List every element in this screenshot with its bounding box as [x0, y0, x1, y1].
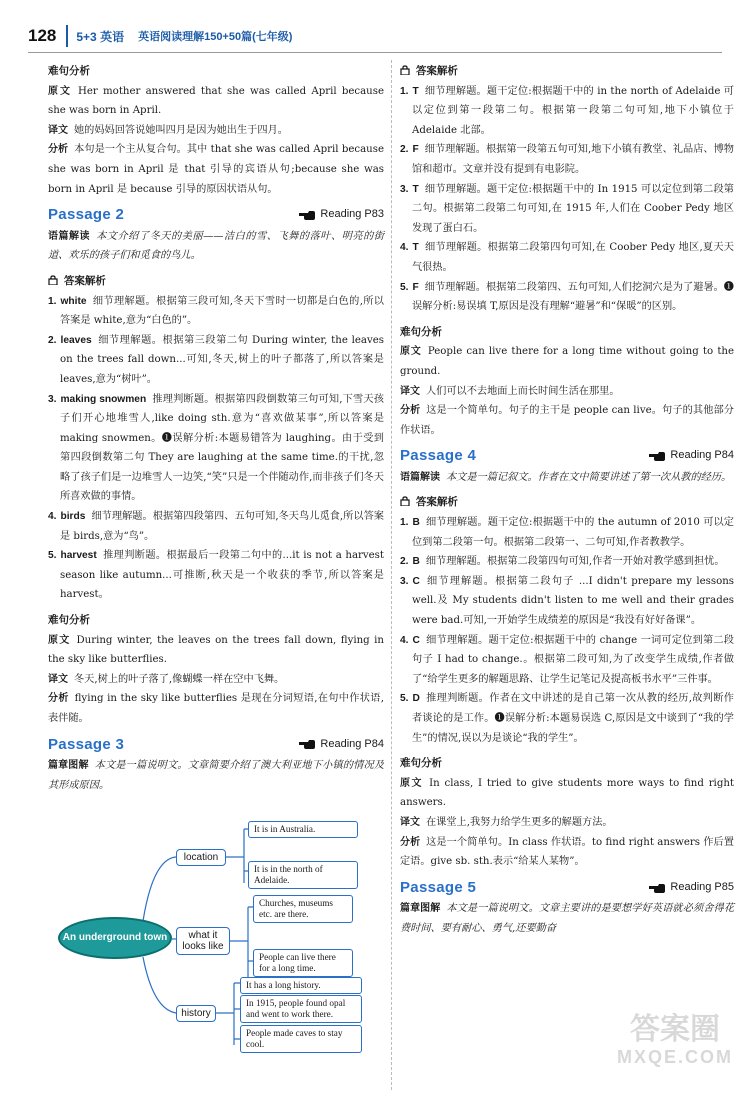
translation-text: 她的妈妈回答说她叫四月是因为她出生于四月。	[74, 124, 288, 136]
answer-item: 4. T 细节理解题。根据第二段第四句可知,在 Coober Pedy 地区,夏天天气很热。	[400, 242, 734, 273]
answer-item: 2. B 细节理解题。根据第二段第四句可知,作者一开始对教学感到担忧。	[400, 556, 725, 568]
answer-item: 2. F 细节理解题。根据第一段第五句可知,地下小镇有教堂、礼品店、博物馆和超市。文章并没有提到有电影院。	[400, 144, 734, 175]
lock-icon	[400, 496, 410, 506]
passage-3-answers	[400, 82, 734, 317]
original-sentence: 原文 People can live there for a long time without going to the ground.	[400, 346, 735, 377]
mind-map	[48, 799, 384, 1050]
watermark-line-1: 答案圈	[630, 1013, 720, 1046]
mind-map-leaf: It is in the north of Adelaide.	[248, 861, 358, 889]
page-number: 128	[28, 26, 57, 45]
analysis-text: 本句是一个主从复合句。其中 that she was called April because she was born in April 是 that 引导的宾语从句;because she was born in April 是 because 引导的原因状语从句。	[48, 144, 385, 195]
original-sentence	[48, 82, 384, 121]
passage-2-reading-ref	[299, 205, 384, 225]
passage-4-intro: 语篇解读 本文是一篇记叙文。作者在文中简要讲述了第一次从教的经历。	[400, 471, 732, 483]
translation: 译文 人们可以不去地面上而长时间生活在那里。	[400, 385, 620, 397]
analysis: 分析 flying in the sky like butterflies 是现在分词短语,在句中作状语,表伴随。	[48, 693, 385, 724]
intro-label: 语篇解读	[48, 230, 91, 242]
mind-map-center: An underground town	[58, 917, 172, 959]
site-watermark	[610, 1013, 740, 1093]
hard-sentence-title: 难句分析	[48, 614, 90, 627]
mind-map-branch-what: what it looks like	[176, 927, 230, 955]
passage-4-answers	[400, 513, 734, 748]
passage-2-answers	[48, 292, 384, 606]
answer-item: 1. white 细节理解题。根据第三段可知,冬天下雪时一切都是白色的,所以答案是 white,意为“白色的”。	[48, 295, 384, 327]
pointing-hand-icon	[649, 451, 665, 461]
passage-5-title: Passage 5	[400, 878, 477, 896]
passage-5-header	[400, 878, 734, 898]
answer-item: 4. C 细节理解题。题干定位:根据题干中的 change 一词可定位到第二段句子 I had to change.。根据第二段可知,为了改变学生成绩,作者做了“给学生更多的解题思路、让学生记笔记及提高板书水平”三件事。	[400, 634, 734, 685]
passage-3-header	[48, 735, 384, 755]
pointing-hand-icon	[649, 883, 665, 893]
pointing-hand-icon	[299, 210, 315, 220]
hard-sentence-title: 难句分析	[48, 65, 90, 77]
passage-3-title: Passage 3	[48, 735, 125, 753]
answers-title: 答案解析	[400, 493, 734, 513]
intro-text: 本文介绍了冬天的美丽——洁白的雪、飞舞的落叶、明亮的街道、欢乐的孩子们和觅食的鸟儿。	[48, 230, 384, 262]
answer-item: 3. making snowmen 推理判断题。根据第四段倒数第三句可知,下雪天孩子们开心地堆雪人,like doing sth.意为“喜欢做某事”,所以答案是 making snowmen。❶误解分析:本题易错答为 laughing。由于受到第四段倒数第二句 They are laughing at the same time.的干扰,忽略了孩子们是一边堆雪人一边笑,“笑”只是一个伴随动作,而非孩子们冬天所喜欢做的事情。	[48, 393, 384, 503]
translation	[48, 121, 384, 141]
page-header	[28, 22, 722, 50]
brand-label: 5+3 英语	[76, 29, 125, 44]
original-sentence: 原文 During winter, the leaves on the trees fall down, flying in the sky like butterflies.	[48, 634, 384, 666]
passage-3-intro: 篇章图解 本文是一篇说明文。文章简要介绍了澳大利亚地下小镇的情况及其形成原因。	[48, 760, 385, 791]
hard-sentence-title: 难句分析	[400, 325, 442, 338]
answer-item: 4. birds 细节理解题。根据第四段第四、五句可知,冬天鸟儿觅食,所以答案是 birds,意为“鸟”。	[48, 511, 384, 542]
left-column	[48, 60, 385, 1050]
mind-map-leaf: It is in Australia.	[248, 821, 358, 838]
answers-title: 答案解析	[48, 272, 384, 292]
answer-item: 3. T 细节理解题。题干定位:根据题干中的 In 1915 可以定位到第二段第二句。根据第二段第二句可知,在 1915 年,人们在 Coober Pedy 地区发现了蛋白石。	[400, 183, 734, 234]
passage-4-reading-ref: Reading P84	[649, 446, 734, 466]
mind-map-leaf: It has a long history.	[240, 977, 362, 994]
answer-item: 5. D 推理判断题。作者在文中讲述的是自己第一次从教的经历,故判断作者谈论的是工作。❶误解分析:本题易误选 C,原因是文中谈到了“我的学生”的情况,误以为是谈论“我的学生”。	[400, 693, 734, 744]
hard-sentence-title: 难句分析	[400, 757, 442, 770]
passage-4-title: Passage 4	[400, 447, 477, 465]
translation: 译文 冬天,树上的叶子落了,像蝴蝶一样在空中飞舞。	[48, 673, 285, 685]
mind-map-leaf: People can live there for a long time.	[253, 949, 353, 977]
passage-4-header	[400, 446, 734, 466]
analysis	[48, 140, 384, 199]
mind-map-leaf: People made caves to stay cool.	[240, 1025, 362, 1053]
answers-title: 答案解析	[400, 62, 734, 82]
answer-item: 5. harvest 推理判断题。根据最后一段第二句中的...it is not a harvest season like autumn...可推断,秋天是一个收获的季节,所以答案是 harvest。	[48, 550, 384, 601]
analysis: 分析 这是一个简单句。In class 作状语。to find right answers 作后置定语。give sb. sth.表示“给某人某物”。	[400, 836, 734, 868]
lock-icon	[400, 65, 410, 75]
original-label: 原文	[48, 85, 72, 97]
passage-5-intro: 篇章图解 本文是一篇说明文。文章主要讲的是要想学好英语就必须舍得花费时间、要有耐心、勇气,还要勤奋	[400, 903, 735, 934]
watermark-line-2: MXQE.COM	[616, 1047, 733, 1067]
mind-map-leaf: Churches, museums etc. are there.	[253, 895, 353, 923]
analysis: 分析 这是一个简单句。句子的主干是 people can live。句子的其他部分作状语。	[400, 405, 734, 436]
mind-map-branch-history: history	[176, 1005, 216, 1022]
mind-map-leaf: In 1915, people found opal and went to work there.	[240, 995, 362, 1023]
translation-label: 译文	[48, 124, 68, 136]
column-divider	[391, 60, 392, 1090]
book-title: 英语阅读理解150+50篇(七年级)	[138, 31, 293, 43]
right-column	[400, 60, 734, 939]
passage-2-header	[48, 205, 384, 225]
reading-page-ref: Reading P83	[320, 208, 384, 221]
header-rule	[28, 52, 722, 53]
mind-map-branch-location: location	[176, 849, 226, 866]
passage-3-reading-ref: Reading P84	[299, 735, 384, 755]
answer-item: 5. F 细节理解题。根据第二段第四、五句可知,人们挖洞穴是为了避暑。❶误解分析:易误填 T,原因是没有理解“避暑”和“保暖”的区别。	[400, 281, 734, 313]
answer-item: 2. leaves 细节理解题。根据第三段第二句 During winter, the leaves on the trees fall down...可知,冬天,树上的叶子都落了,所以答案是 leaves,意为“树叶”。	[48, 334, 384, 385]
lock-icon	[48, 275, 58, 285]
analysis-label: 分析	[48, 144, 69, 156]
passage-5-reading-ref: Reading P85	[649, 878, 734, 898]
pointing-hand-icon	[299, 739, 315, 749]
answer-item: 1. B 细节理解题。题干定位:根据题干中的 the autumn of 2010 可以定位到第二段第一句。根据第二段第一、二句可知,作者教教学。	[400, 517, 734, 548]
original-text: Her mother answered that she was called April because she was born in April.	[48, 85, 384, 117]
header-divider	[66, 25, 68, 47]
passage-2-title: Passage 2	[48, 206, 125, 224]
passage-2-intro	[48, 227, 384, 266]
answer-item: 3. C 细节理解题。根据第二段句子 ...I didn't prepare my lessons well.及 My students didn't listen to me well and their grades were bad.可知,一开始学生成绩差的原因是“我没有好好备课”。	[400, 575, 734, 627]
original-sentence: 原文 In class, I tried to give students more ways to find right answers.	[400, 777, 734, 809]
translation: 译文 在课堂上,我努力给学生更多的解题方法。	[400, 816, 613, 828]
answer-item: 1. T 细节理解题。题干定位:根据题干中的 in the north of Adelaide 可以定位到第一段第二句。根据第一段第二句可知,地下小镇位于 Adelaide 北部。	[400, 85, 734, 136]
